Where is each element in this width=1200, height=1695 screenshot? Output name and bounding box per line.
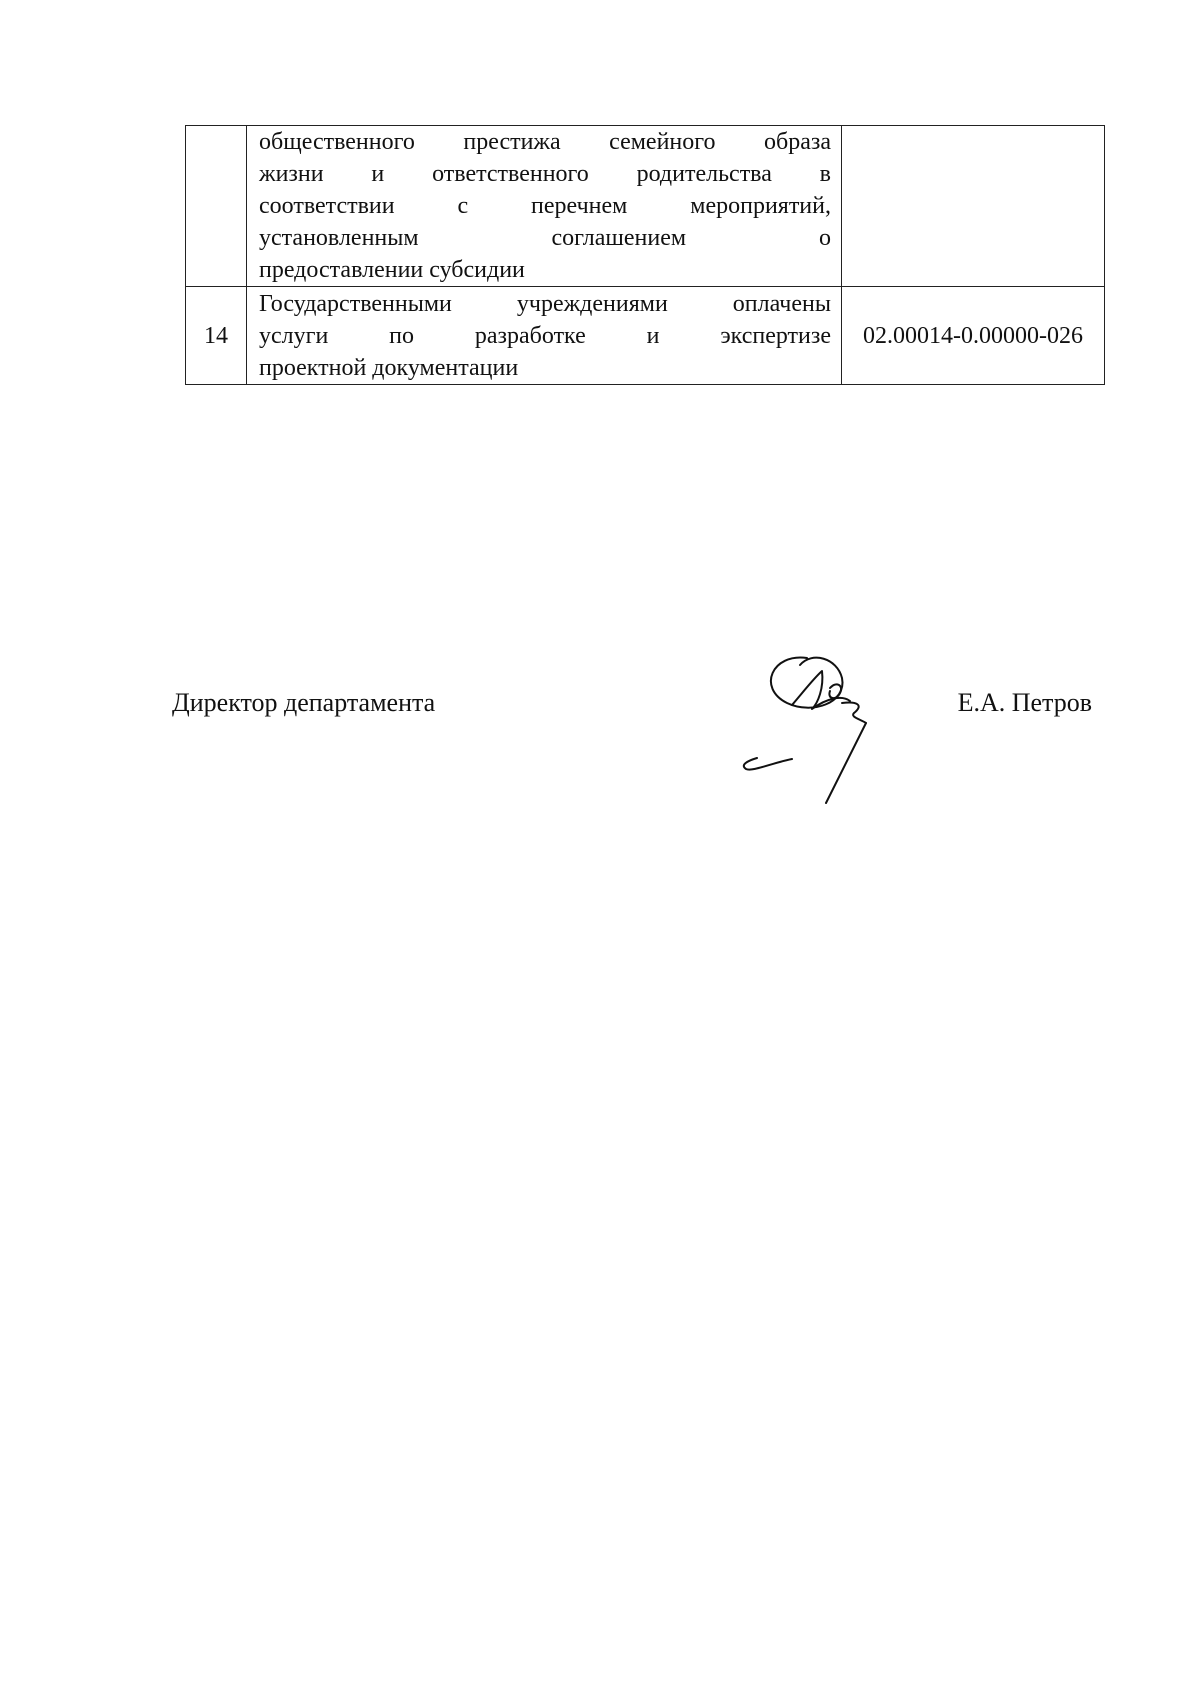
description-line: предоставлении субсидии (259, 257, 525, 283)
row-number-cell (186, 126, 247, 287)
description-line: услуги по разработке и экспертизе (259, 322, 831, 349)
description-line: Государственными учреждениями оплачены (259, 290, 831, 317)
signatory-name: Е.А. Петров (957, 688, 1092, 717)
description-line: установленным соглашением о (259, 225, 831, 251)
table-row (186, 126, 1105, 287)
signatory-position: Директор департамента (172, 688, 436, 717)
table-row (186, 287, 1105, 385)
handwritten-signature (732, 643, 932, 833)
description-line: соответствии с перечнем мероприятий, (259, 193, 831, 219)
row-description-cell (247, 287, 842, 385)
description-line: жизни и ответственного родительства в (259, 161, 831, 187)
description-line: общественного престижа семейного образа (259, 129, 831, 155)
row-description-cell (247, 126, 842, 287)
row-code-cell (842, 126, 1105, 287)
description-line: проектной документации (259, 354, 519, 381)
measures-table (185, 125, 1105, 385)
row-number-cell: 14 (186, 287, 247, 385)
signature-block (172, 688, 1092, 838)
row-code-cell: 02.00014-0.00000-026 (842, 287, 1105, 385)
